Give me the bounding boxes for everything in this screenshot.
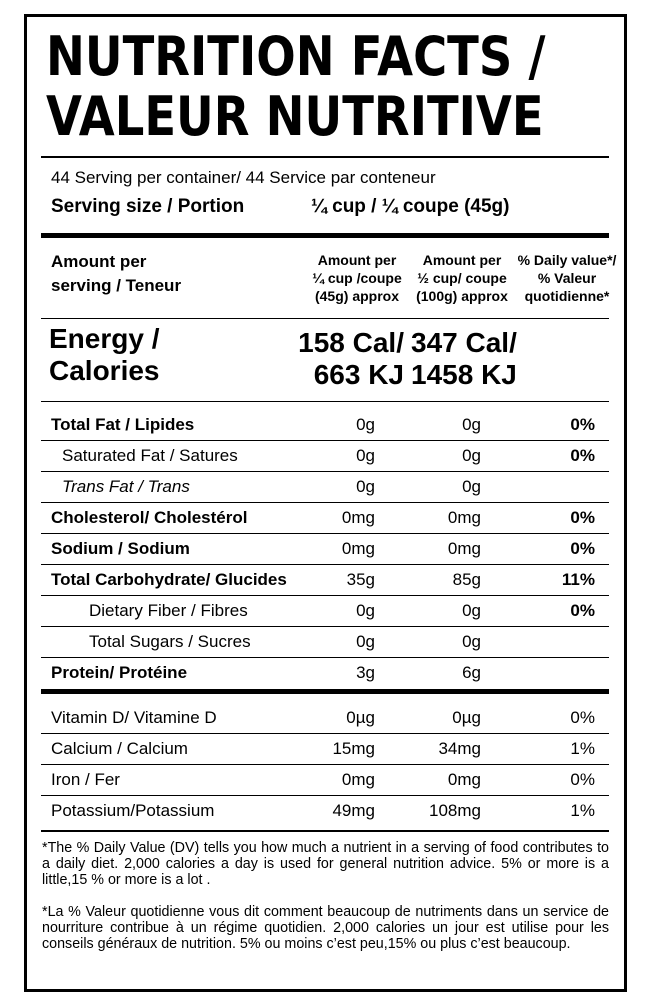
daily-value-percent: 0% (570, 601, 595, 620)
amount-half-cup: 0g (462, 477, 481, 496)
label-title (46, 25, 546, 148)
amount-quarter-cup: 0µg (346, 708, 375, 727)
amount-quarter-cup: 0g (356, 415, 375, 434)
amount-quarter-cup: 0g (356, 446, 375, 465)
footnote-english: *The % Daily Value (DV) tells you how much a nutrient in a serving of food contributes to a daily diet. 2,000 calories a day is used for general nutrition advice. 5% or more is a little,15 % or more is a lot . (42, 840, 609, 888)
nutrient-name: Vitamin D/ Vitamine D (51, 708, 217, 727)
amount-quarter-cup: 15mg (332, 739, 375, 758)
energy-col2: 347 Cal/ 1458 KJ (411, 327, 517, 390)
amount-half-cup: 0g (462, 446, 481, 465)
amount-quarter-cup: 49mg (332, 801, 375, 820)
amount-quarter-cup: 0g (356, 477, 375, 496)
table-row (41, 595, 609, 626)
nutrient-name: Calcium / Calcium (51, 739, 188, 758)
amount-half-cup: 0mg (447, 770, 481, 789)
col1-header: Amount per ¼ cup /coupe (45g) approx (312, 252, 402, 304)
footnote-divider (41, 830, 609, 832)
table-row (41, 471, 609, 502)
daily-value-percent: 0% (570, 708, 595, 727)
amount-quarter-cup: 0g (356, 601, 375, 620)
daily-value-percent: 11% (561, 570, 595, 589)
table-row (41, 626, 609, 657)
nutrient-name: Protein/ Protéine (51, 663, 188, 682)
amount-half-cup: 0g (462, 632, 481, 651)
nutrient-name: Cholesterol/ Cholestérol (51, 508, 248, 527)
nutrient-name: Iron / Fer (51, 770, 120, 789)
serving-size-value: ¼ cup / ¼ coupe (45g) (311, 196, 510, 217)
table-row (41, 702, 609, 733)
daily-value-percent: 0% (570, 539, 595, 558)
amount-half-cup: 0µg (452, 708, 481, 727)
serving-divider (41, 233, 609, 238)
col3-header: % Daily value*/ % Valeur quotidienne* (517, 252, 617, 304)
daily-value-percent: 1% (570, 801, 595, 820)
amount-half-cup: 6g (462, 663, 481, 682)
table-row (41, 409, 609, 440)
nutrient-name: Sodium / Sodium (51, 539, 190, 558)
amount-quarter-cup: 3g (356, 663, 375, 682)
energy-divider (41, 401, 609, 402)
amount-quarter-cup: 0mg (341, 508, 375, 527)
daily-value-percent: 0% (570, 508, 595, 527)
table-row (41, 764, 609, 795)
amount-header: Amount per serving / Teneur (51, 252, 182, 295)
amount-half-cup: 85g (452, 570, 481, 589)
table-row (41, 733, 609, 764)
daily-value-percent: 1% (570, 739, 595, 758)
table-row (41, 795, 609, 826)
amount-half-cup: 0g (462, 415, 481, 434)
nutrition-label (24, 14, 627, 992)
daily-value-percent: 0% (570, 770, 595, 789)
amount-quarter-cup: 0mg (341, 539, 375, 558)
table-row (41, 657, 609, 688)
amount-quarter-cup: 35g (346, 570, 375, 589)
table-row (41, 533, 609, 564)
col2-header: Amount per ½ cup/ coupe (100g) approx (416, 252, 508, 304)
title-line-2: VALEUR NUTRITIVE (46, 85, 544, 148)
amount-quarter-cup: 0mg (341, 770, 375, 789)
amount-half-cup: 0mg (447, 539, 481, 558)
nutrient-name: Potassium/Potassium (51, 801, 215, 820)
nutrient-name: Total Fat / Lipides (51, 415, 195, 434)
nutrient-name: Dietary Fiber / Fibres (89, 601, 248, 620)
nutrient-name: Trans Fat / Trans (62, 477, 190, 496)
nutrient-name: Total Carbohydrate/ Glucides (51, 570, 287, 589)
daily-value-percent: 0% (570, 415, 595, 434)
amount-half-cup: 34mg (438, 739, 481, 758)
header-divider (41, 318, 609, 319)
daily-value-percent: 0% (570, 446, 595, 465)
serving-size-label: Serving size / Portion (51, 196, 245, 217)
title-divider (41, 156, 609, 158)
title-line-1: NUTRITION FACTS / (46, 25, 546, 88)
amount-quarter-cup: 0g (356, 632, 375, 651)
footnote-french: *La % Valeur quotidienne vous dit comment beaucoup de nutriments dans un service de nourriture contribue à un régime quotidien. 2,000 calories un jour est utilise pour les conseils généraux de nutrition. 5% ou moins c’est peu,15% ou plus c’est beaucoup. (42, 904, 609, 952)
vitamin-divider (41, 689, 609, 694)
amount-half-cup: 0g (462, 601, 481, 620)
servings-per-container: 44 Serving per container/ 44 Service par conteneur (51, 168, 436, 187)
energy-label: Energy / Calories (49, 323, 160, 386)
amount-half-cup: 108mg (429, 801, 481, 820)
nutrient-name: Total Sugars / Sucres (89, 632, 251, 651)
table-row (41, 564, 609, 595)
energy-col1: 158 Cal/ 663 KJ (298, 327, 404, 390)
table-row (41, 440, 609, 471)
amount-half-cup: 0mg (447, 508, 481, 527)
nutrient-name: Saturated Fat / Satures (62, 446, 238, 465)
table-row (41, 502, 609, 533)
